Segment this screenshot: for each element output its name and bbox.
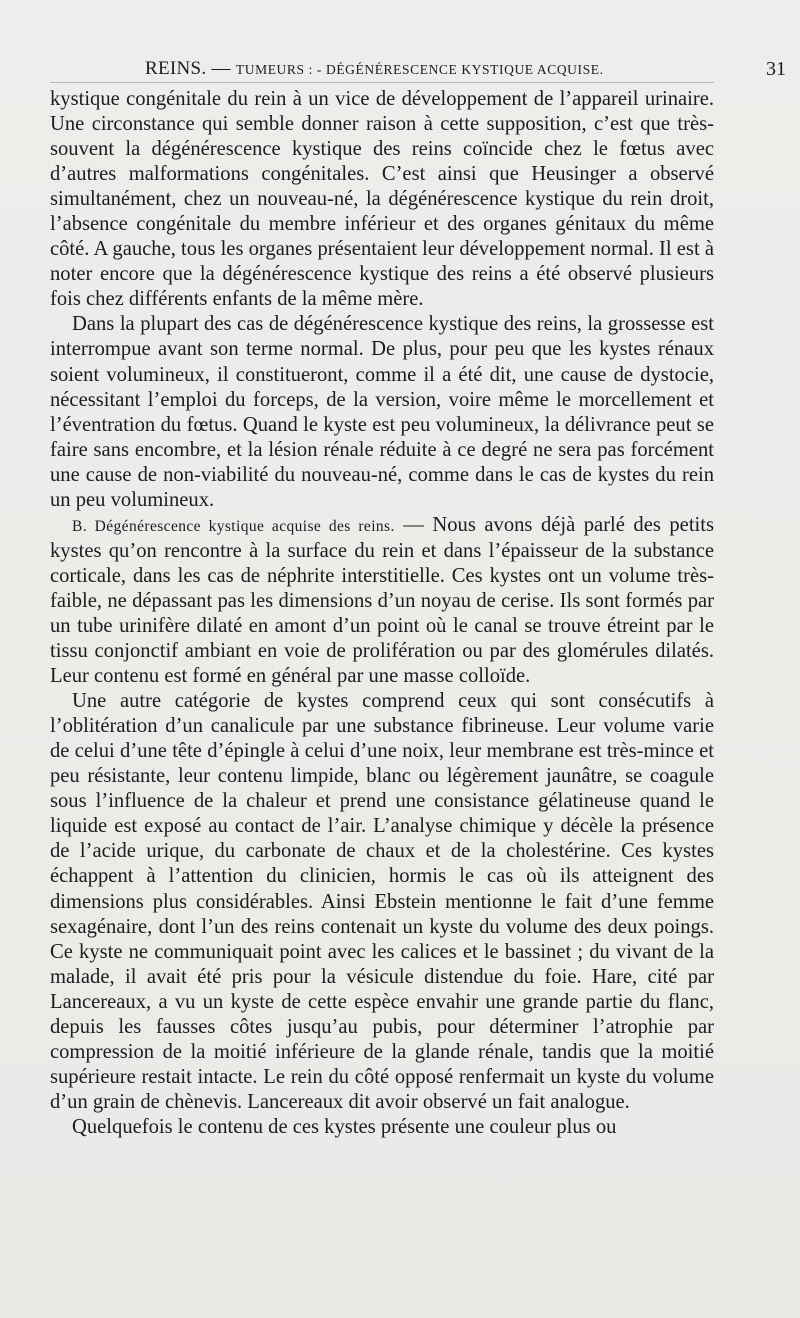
paragraph-dystocia: Dans la plupart des cas de dégénérescence kystique des reins, la grossesse est interrompue avant son terme normal. De plus, pour peu que les kystes rénaux soient volumineux, il constitueront, comme il a été dit, une cause de dystocie, nécessitant l’emploi du forceps, de la version, voire même le morcellement et l’éventration du fœtus. Quand le kyste est peu volumineux, la délivrance peut se faire sans encombre, et la lésion rénale réduite à ce degré ne sera pas forcément une cause de non-viabilité du nouveau-né, comme dans le cas de kystes du rein un peu volumineux. bbox=[50, 313, 714, 511]
running-title bbox=[145, 58, 604, 80]
running-title-dash: — bbox=[211, 58, 231, 79]
running-title-chapter: REINS. bbox=[145, 58, 207, 79]
page-number: 31 bbox=[766, 58, 786, 80]
page-body bbox=[50, 87, 714, 1140]
paragraph-continued: kystique congénitale du rein à un vice de développement de l’appareil urinaire. Une circonstance qui semble donner raison à cette supposition, c’est que très-souvent la dégénérescence kystique des reins coïncide chez le fœtus avec d’autres malformations congénitales. C’est ainsi que Heusinger a observé simultanément, chez un nouveau-né, la dégénérescence kystique du rein droit, l’absence congénitale du membre inférieur et des organes génitaux du même côté. A gauche, tous les organes présentaient leur développement normal. Il est à noter encore que la dégénérescence kystique des reins a été observé plusieurs fois chez différents enfants de la même mère. bbox=[50, 88, 714, 311]
running-title-section: TUMEURS : - DÉGÉNÉRESCENCE KYSTIQUE ACQUISE. bbox=[235, 62, 604, 77]
section-b-dash: — bbox=[394, 513, 433, 536]
paragraph-section-b bbox=[50, 513, 714, 689]
paragraph-cyst-contents: Quelquefois le contenu de ces kystes présente une couleur plus ou bbox=[72, 1115, 617, 1138]
section-b-heading: B. Dégénérescence kystique acquise des reins. bbox=[72, 517, 395, 535]
section-b-text: Nous avons déjà parlé des petits kystes qu’on rencontre à la surface du rein et dans l’épaisseur de la substance corticale, dans les cas de néphrite interstitielle. Ces kystes ont un volume très-faible, ne dépassant pas les dimensions d’un noyau de cerise. Ils sont formés par un tube urinifère dilaté en amont d’un point où le canal se trouve étreint par le tissu conjonctif ambiant en voie de prolifération ou par des glomérules dilatés. Leur contenu est formé en général par une masse colloïde. bbox=[50, 513, 715, 688]
running-header bbox=[50, 54, 786, 83]
paragraph-fibrinous-cysts: Une autre catégorie de kystes comprend ceux qui sont consécutifs à l’oblitération d’un canalicule par une substance fibrineuse. Leur volume varie de celui d’une tête d’épingle à celui d’une noix, leur membrane est très-mince et peu résistante, leur contenu limpide, blanc ou légèrement jaunâtre, se coagule sous l’influence de la chaleur et prend une consistance gélatineuse quand le liquide est exposé au contact de l’air. L’analyse chimique y décèle la présence de l’acide urique, du carbonate de chaux et de la cholestérine. Ces kystes échappent à l’attention du clinicien, hormis le cas où ils atteignent des dimensions plus considérables. Ainsi Ebstein mentionne le fait d’une femme sexagénaire, dont l’un des reins contenait un kyste du volume des deux poings. Ce kyste ne communiquait point avec les calices et le bassinet ; du vivant de la malade, il avait été pris pour la vésicule distendue du foie. Hare, cité par Lancereaux, a vu un kyste de cette espèce envahir une grande partie du flanc, depuis les fausses côtes jusqu’au pubis, pour déterminer l’atrophie par compression de la moitié inférieure de la glande rénale, tandis que la moitié supérieure restait intacte. Le rein du côté opposé renfermait un kyste du volume d’un grain de chènevis. Lancereaux dit avoir observé un fait analogue. bbox=[50, 690, 714, 1113]
